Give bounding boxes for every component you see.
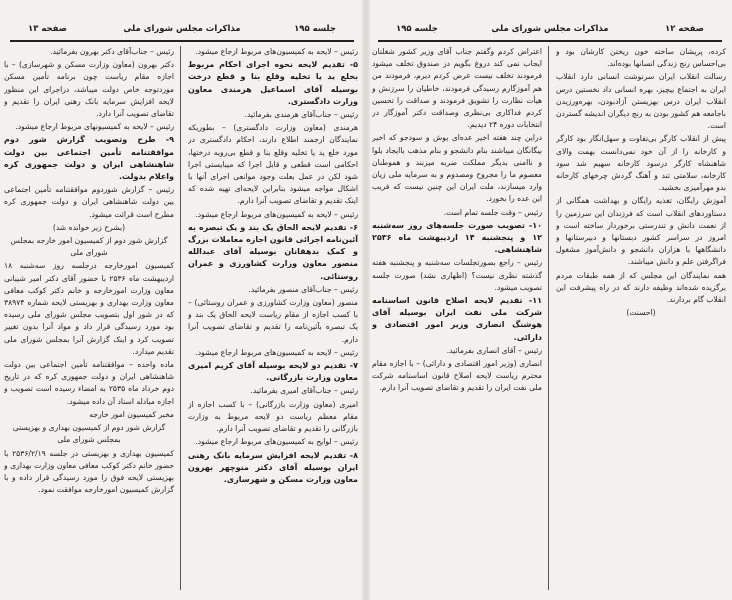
column-divider bbox=[548, 46, 549, 590]
session-number: جلسه ۱۹۵ bbox=[294, 24, 336, 34]
text-column-right bbox=[188, 46, 358, 596]
right-page bbox=[368, 0, 732, 600]
page-number: صفحه ۱۲ bbox=[665, 24, 704, 34]
section-heading: ۷- تقدیم دو لایحه بوسیله آقای کریم امیری معاون وزارت بازرگانی. bbox=[188, 361, 358, 383]
paragraph: رئیس – لایحه به کمیسیون‌های مربوط ارجاع میشود. bbox=[195, 347, 358, 357]
paragraph: رئیس – لایحه به کمیسیون‌های مربوط ارجاع میشود. bbox=[195, 47, 358, 56]
paragraph: گزارش شور دوم از کمیسیون امور خارجه بمجلس شورای ملی bbox=[10, 236, 168, 258]
paragraph: رئیس – جناب‌آقای امیری بفرمائید. bbox=[250, 386, 358, 396]
section-heading: ۱۱- تقدیم لایحه اصلاح قانون اساسنامه شرکت ملی نفت ایران بوسیله آقای هوشنگ انصاری وزیر امور اقتصادی و دارائی. bbox=[372, 296, 542, 342]
paragraph: رئیس – جناب‌آقای هرمندی بفرمائید. bbox=[244, 110, 358, 120]
section-heading: ۶- تقدیم لایحه الحاق یک بند و یک تبصره به آئین‌نامه اجرائی قانون اجازه معاملات بزرگ و کمک بدهقانان بوسیله آقای عبدالله منصور معاون وزارت کشاورزی و عمران روستائی. bbox=[188, 222, 358, 281]
text-column-left bbox=[372, 46, 542, 596]
publication-title: مذاکرات مجلس شورای ملی bbox=[491, 24, 609, 34]
paragraph: انصاری (وزیر امور اقتصادی و دارائی) – با اجازه مقام محترم ریاست لایحه اصلاح قانون اساسنامه شرکت ملی نفت ایران را تقدیم و تقاضای تصویب آنرا دارم. bbox=[372, 359, 542, 393]
page-header bbox=[376, 24, 724, 38]
paragraph: رئیس – راجع بصورتجلسات سه‌شنبه و پنجشنبه هفته گذشته نظری نیست؟ (اظهاری نشد) صورت جلسه تصویب میشود. bbox=[372, 258, 542, 292]
paragraph: کرده، پریشان ساخته خون ریختن کارشان بود و بی‌احساس رنج زندگی انسانها بوده‌اند. bbox=[556, 47, 726, 69]
header-rule bbox=[10, 40, 354, 42]
paragraph: رئیس – لوایح به کمیسیون‌های مربوط ارجاع میشود. bbox=[195, 437, 358, 447]
paragraph: دراین چند هفته اخیر عده‌ای یوش و سودجو که اخیر بیگانگان میباشند بنام دانشجو و بنام مذهب باایجاد بلوا و ناامنی بدیگر مملکت ضربه میزنند و هموطنان معصوم ما را مجروح ومصدوم و به سرمایه ملی زیان وارد میسازند، ملت ایران این چنین نیست که فریب این عده را بخورد. bbox=[372, 133, 542, 204]
paragraph: (احسنت) bbox=[626, 308, 656, 318]
paragraph: هرمندی (معاون وزارت دادگستری) – بطوریکه نمایندگان ارجمند اطلاع دارند، احکام دادگستری در مورد خلع ید یا تخلیه وقلع بنا و قطع بی‌رویه درختها، احکامی است قطعی و قابل اجرا که میبایستی اجرا شود لکن در عمل بعلت وجود موانعی اجرای آنها با اشکال مواجه میشود بنابراین لایحه‌ای تهیه شده که اینک تقدیم و تقاضای تصویب آنرا دارم. bbox=[188, 123, 358, 206]
paragraph: منصور (معاون وزارت کشاورزی و عمران روستائی) – با کسب اجازه از مقام ریاست لایحه الحاق یک بند و یک تبصره بآئین‌نامه را تقدیم و تقاضای تصویب آنرا دارم. bbox=[188, 298, 358, 344]
paragraph: رئیس – لایحه به کمیسیونهای مربوط ارجاع میشود. bbox=[15, 122, 174, 132]
column-divider bbox=[180, 46, 181, 590]
paragraph: اعتراض کردم وگفتم جناب آقای وزیر کشور شغلتان ایجاب نمی کند دروغ بگویم در صندوق تخلف میشود فرمودند تخلف نیست عرض کردم دیرم، فرمودند من هم آموزگارم رسیدگی فرمودند، خاطیان را سرزنش و هیأت نظارت را تشویق فرمودند و صداقت را تحسین کردم فداکاری بی‌نظری وصداقت دکتر آموزگار در انتخابات دوره ۲۴ دیدیم. bbox=[372, 47, 542, 130]
session-number: جلسه ۱۹۵ bbox=[396, 24, 438, 34]
paragraph: دکتر بهرون (معاون وزارت مسکن و شهرسازی) – با اجازه مقام ریاست چون برنامه تأمین مسکن موردتوجه خاص دولت میباشد، دراجرای این منظور لایحه افزایش سرمایه بانک رهنی ایران را تقدیم و تقاضای تصویب آنرا دارد. bbox=[4, 60, 174, 119]
page-number: صفحه ۱۳ bbox=[28, 24, 67, 34]
header-rule bbox=[378, 40, 722, 42]
publication-title: مذاکرات مجلس شورای ملی bbox=[123, 24, 241, 34]
section-heading: ۵- تقدیم لایحه نحوه اجرای احکام مربوط بخلع ید یا تخلیه وقلع بنا و قطع درخت بوسیله آقای اسماعیل هرمندی معاون وزارت دادگستری. bbox=[188, 60, 358, 106]
text-column-right bbox=[556, 46, 726, 596]
paragraph: کمیسیون بهداری و بهزیستی در جلسه ۲۵۳۶/۲/۱۹ با حضور خانم دکتر کوکب معافی معاون وزارت بهداری و بهزیستی لایحه فوق را مورد رسیدگی قرار داده و با گزارش کمیسیون امورخارجه موافقت نمود. bbox=[4, 448, 174, 495]
paragraph: رئیس – گزارش شوردوم موافقتنامه تأمین اجتماعی بین دولت شاهنشاهی ایران و دولت جمهوری کره مطرح است قرائت میشود. bbox=[4, 185, 174, 219]
text-column-left bbox=[4, 46, 174, 596]
paragraph: ماده واحده – موافقتنامه تأمین اجتماعی بین دولت شاهنشاهی ایران و دولت جمهوری کره که در تاریخ دوم خرداد ماه ۲۵۳۵ به امضاء رسیده است تصویب و اجازه مبادله اسناد آن داده میشود. bbox=[4, 360, 174, 406]
section-heading: ۹- طرح وتصویب گزارش شور دوم موافقتنامه تأمین اجتماعی بین دولت شاهنشاهی ایران و دولت جمهوری کره واعلام بدولت. bbox=[4, 135, 174, 182]
section-heading: ۱۰- تصویب صورت جلسه‌های روز سه‌شنبه ۱۲ و پنجشنبه ۱۴ اردیبهشت ماه ۲۵۳۶ شاهنشاهی. bbox=[372, 220, 542, 255]
paragraph: همه نمایندگان این مجلس که از همه طبقات مردم برگزیده شده‌اند وظیفه دارند که در راه پیشرفت این انقلاب گام بردارند. bbox=[556, 270, 726, 305]
paragraph: پیش از انقلاب کارگر بی‌تفاوت و سهل‌انگار بود کارگر و کارخانه را از آن خود نمی‌دانست بهمت والای شاهنشاه کارگر درسود کارخانه سهیم شد سود کارخانه، سلامتی تند و آهنگ گردش چرخهای کارخانه بدو مهرآمیزی بخشید. bbox=[556, 134, 726, 193]
page-header bbox=[8, 24, 356, 38]
paragraph: آموزش رایگان، تغذیه رایگان و بهداشت همگانی از دستاوردهای انقلاب است که فرزندان این سرزمین را از نعمت دانش و تندرستی برخوردار ساخته است و امروز در سراسر کشور دبستانها و دبیرستانها و دانشگاهها با هزاران دانشجو و دانش‌آموز مشغول فراگرفتن علم و دانش میباشند. bbox=[556, 196, 726, 267]
paragraph: کمیسیون امورخارجه درجلسه روز سه‌شنبه ۱۸ اردیبهشت ماه ۲۵۳۶ با حضور آقای دکتر امیر شیبانی معاون وزارت امورخارجه و خانم دکتر کوکب معافی معاون وزارت بهداری و بهزیستی لایحه شماره ۳۸۹۷۴ که در شور اول بتصویب مجلس شورای ملی رسیده بود مورد رسیدگی قرار داد و مواد آنرا بدون تغییر تصویب کرد و اینک گزارش آنرا بمجلس شورای ملی تقدیم میدارد. bbox=[4, 261, 174, 356]
paragraph: رئیس – وقت جلسه تمام است. bbox=[443, 207, 542, 217]
paragraph: رئیس – جناب‌آقای دکتر بهرون بفرمائید. bbox=[50, 47, 174, 56]
paragraph: رئیس – آقای انصاری بفرمائید. bbox=[446, 345, 542, 355]
paragraph: رئیس – جناب‌آقای منصور بفرمائید. bbox=[248, 284, 358, 294]
paragraph: گزارش شور دوم از کمیسیون بهداری و بهزیستی بمجلس شورای ملی bbox=[12, 423, 166, 445]
section-heading: ۸- تقدیم لایحه افزایش سرمایه بانک رهنی ایران بوسیله آقای دکتر منوچهر بهرون معاون وزارت مسکن و شهرسازی. bbox=[188, 450, 358, 484]
paragraph: (بشرح زیر خوانده شد) bbox=[52, 222, 126, 232]
left-page bbox=[0, 0, 364, 600]
paragraph: رئیس – لایحه به کمیسیون‌های مربوط ارجاع میشود. bbox=[195, 209, 358, 219]
paragraph: مخبر کمیسیون امور خارجه bbox=[89, 409, 174, 419]
paragraph: رسالت انقلاب ایران سرنوشت انسانی دارد انقلاب ایران به اجتماع بیچیز، بهره انسانی داد نخستین درس انقلاب ایران درس بهزیستن آزادبودن، بهره‌ورزیدن باجامعه هم کشور بودن به رنج دیگران اندیشه گستردن است. bbox=[556, 72, 726, 131]
paragraph: امیری (معاون وزارت بازرگانی) – با کسب اجازه از مقام معظم ریاست دو لایحه مربوط به وزارت بازرگانی را تقدیم و تقاضای تصویب آنرا دارم. bbox=[188, 399, 358, 434]
